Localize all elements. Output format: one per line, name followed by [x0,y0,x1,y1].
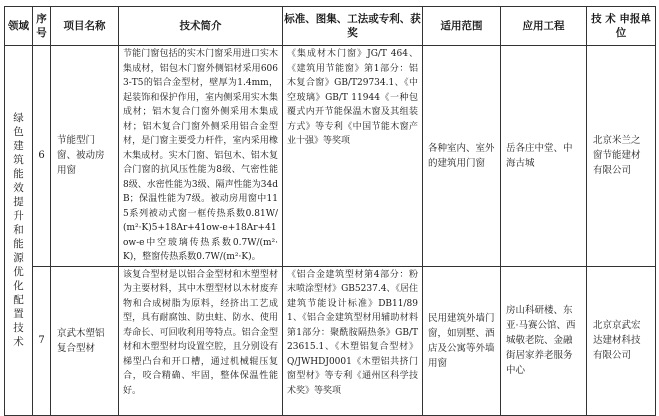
header-row [5,7,656,46]
header-desc: 技术简介 [119,7,283,46]
std-cell: 《集成材木门窗》JG/T 464、《建筑用节能窗》第1部分：铝木复合窗》GB/T29734.1、《中空玻璃》GB/T 11944《一种包覆式内开节能保温木窗及其组装方式》等专利《中国节能木窗产业十强》等奖项 [283,46,423,267]
std-cell: 《铝合金建筑型材第4部分：粉末喷涂型材》GB5237.4、《居住建筑节能设计标准》DB11/891、《铝合金建筑型材用辅助材料第1部分：聚酰胺隔热条》GB/T 23615.1、《木塑铝复合型材》Q/JWHDJ0001《木塑铝共挤门窗型材》等专利《通州区科学技术奖》等奖项 [283,266,423,415]
name-cell: 京武木塑铝复合型材 [51,266,119,415]
tech-table [4,6,656,416]
seq-cell: 7 [33,266,51,415]
scope-cell: 各种室内、室外的建筑用门窗 [423,46,501,267]
header-unit: 技 术 申报单位 [587,7,656,46]
unit-cell: 北京米兰之窗节能建材有限公司 [587,46,656,267]
header-proj: 应用工程 [501,7,587,46]
header-seq: 序号 [33,7,51,46]
desc-cell: 该复合型材是以铝合金型材和木塑型材为主要材料，其中木塑型材以木材废弃物和合成树脂为原料，经挤出工艺成型，具有耐腐蚀、防虫蛀、防水、使用寿命长、可回收利用等特点。铝合金型材和木塑型材均设置空腔，且分别设有梯型凸台和开口槽，通过机械辊压复合，咬合精确、牢固，整体保温性能好。 [119,266,283,415]
header-domain: 领域 [5,7,33,46]
header-scope: 适用范围 [423,7,501,46]
proj-cell: 岳各庄中堂、中海古城 [501,46,587,267]
table-row [5,46,656,267]
unit-cell: 北京京武宏达建材科技有限公司 [587,266,656,415]
seq-cell: 6 [33,46,51,267]
proj-cell: 房山科研楼、东亚·马赛公馆、西城敬老院、金融街居家养老服务中心 [501,266,587,415]
domain-cell [5,46,33,416]
header-std: 标准、图集、工法或专利、获奖 [283,7,423,46]
desc-cell: 节能门窗包括的实木门窗采用进口实木集成材，铝包木门窗外侧铝材采用6063-T5的铝合金型材，壁厚为1.4mm，起装饰和保护作用，室内侧采用实木集成材；铝木复合门窗外侧采用木集成材；铝木复合门窗外侧采用铝合金型材，是门窗主要受力杆件，室内采用橡木集成材。实木门窗、铝包木、铝木复合门窗的抗风压性能为8级、气密性能8级、水密性能为3级、隔声性能为34dB；保温性能为7级。被动房用窗中115系列被动式窗一框传热系数0.81W/(m²·K)5+18Ar+41ow-e+18Ar+41ow-e中空玻璃传热系数0.7W/(m²·K)，整窗传热系数0.7W/(m²·K)。 [119,46,283,267]
table-row [5,266,656,415]
header-name: 项目名称 [51,7,119,46]
domain-label: 绿色建筑能效提升和能源优化配置技术 [13,112,24,349]
name-cell: 节能型门窗、被动房用窗 [51,46,119,267]
scope-cell: 民用建筑外墙门窗，如别墅、酒店及公寓等外墙用窗 [423,266,501,415]
